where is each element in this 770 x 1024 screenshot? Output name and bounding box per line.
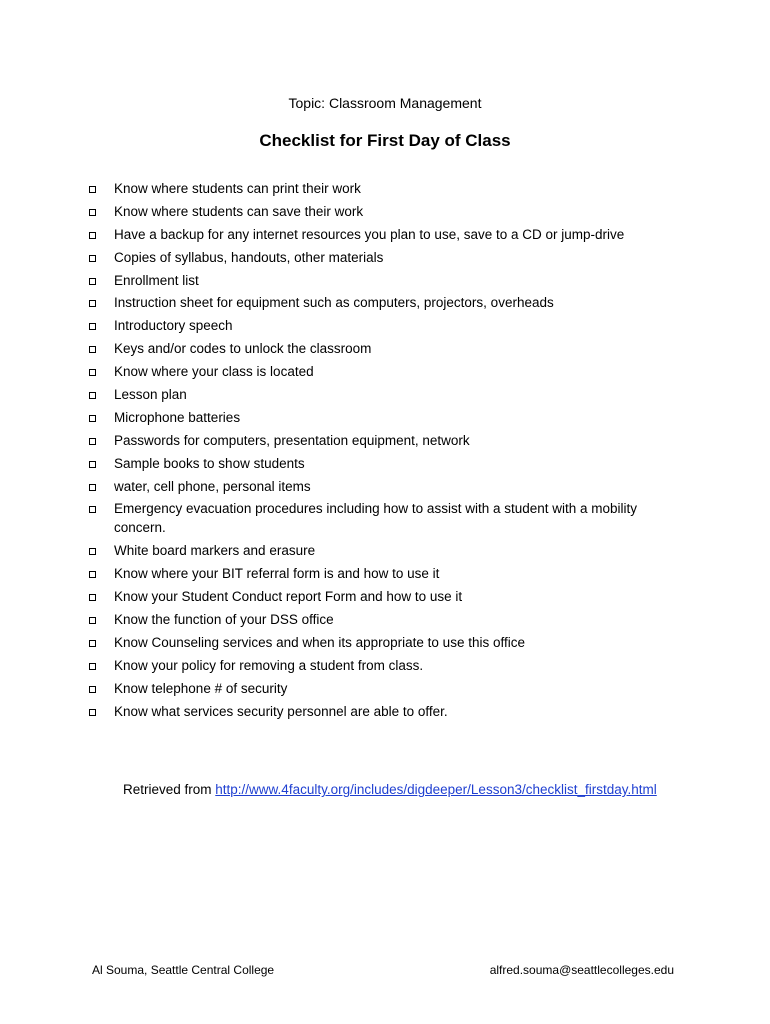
checklist-item-label: Introductory speech [114, 318, 233, 334]
checklist-item-label: Keys and/or codes to unlock the classroom [114, 341, 372, 357]
checkbox-icon [89, 709, 96, 716]
checkbox-icon [89, 186, 96, 193]
checklist-item-label: Know where your BIT referral form is and how to use it [114, 566, 440, 582]
checkbox-icon [89, 323, 96, 330]
checklist-item-label: Know where your class is located [114, 364, 314, 380]
checklist-item [88, 702, 688, 721]
checklist-item [88, 541, 688, 560]
checklist-item [88, 202, 688, 221]
checklist-item-label: Know what services security personnel are able to offer. [114, 703, 448, 719]
checklist-item [88, 679, 688, 698]
source-link[interactable]: http://www.4faculty.org/includes/digdeeper/Lesson3/checklist_firstday.html [215, 782, 657, 797]
checkbox-icon [89, 571, 96, 578]
checklist-item [88, 477, 688, 496]
checklist-item-label: Enrollment list [114, 272, 199, 288]
checkbox-icon [89, 392, 96, 399]
checklist-item-label: Sample books to show students [114, 455, 305, 471]
checklist-item-label: Know where students can save their work [114, 203, 364, 219]
checkbox-icon [89, 346, 96, 353]
checklist-item [88, 408, 688, 427]
checklist-item-label: water, cell phone, personal items [114, 478, 311, 494]
checklist-item [88, 385, 688, 404]
checklist-item [88, 271, 688, 290]
checklist-item [88, 362, 688, 381]
checklist-item [88, 179, 688, 198]
checklist-item-label: Know Counseling services and when its appropriate to use this office [114, 634, 525, 650]
footer-email: alfred.souma@seattlecolleges.edu [489, 963, 674, 977]
checkbox-icon [89, 594, 96, 601]
checklist-item-label: Instruction sheet for equipment such as computers, projectors, overheads [114, 295, 554, 311]
checklist-item-label: Copies of syllabus, handouts, other materials [114, 249, 384, 265]
checkbox-icon [89, 461, 96, 468]
footer-author: Al Souma, Seattle Central College [92, 963, 275, 977]
checklist-item [88, 633, 688, 652]
checkbox-icon [89, 278, 96, 285]
checkbox-icon [89, 640, 96, 647]
checklist-item [88, 225, 688, 244]
checklist-item [88, 610, 688, 629]
retrieved-prefix: Retrieved from [123, 782, 216, 797]
checklist-item [88, 587, 688, 606]
checklist-item [88, 454, 688, 473]
checklist-item-label: Know the function of your DSS office [114, 612, 334, 628]
checklist-item-label: Emergency evacuation procedures including how to assist with a student with a mobility concern. [114, 501, 638, 536]
checklist-item [88, 431, 688, 450]
checklist-item-label: White board markers and erasure [114, 543, 316, 559]
checkbox-icon [89, 617, 96, 624]
checkbox-icon [89, 686, 96, 693]
checklist [88, 179, 688, 724]
checkbox-icon [89, 548, 96, 555]
checklist-item-label: Passwords for computers, presentation equipment, network [114, 432, 470, 448]
checklist-item-label: Know your Student Conduct report Form and how to use it [114, 589, 463, 605]
checkbox-icon [89, 415, 96, 422]
checkbox-icon [89, 300, 96, 307]
checklist-item [88, 564, 688, 583]
checklist-item [88, 293, 688, 312]
checkbox-icon [89, 438, 96, 445]
topic-heading: Topic: Classroom Management [288, 95, 482, 111]
checklist-item-label: Know telephone # of security [114, 680, 288, 696]
checkbox-icon [89, 232, 96, 239]
checklist-item [88, 656, 688, 675]
checkbox-icon [89, 663, 96, 670]
checklist-item-label: Know where students can print their work [114, 181, 361, 196]
checklist-item-label: Lesson plan [114, 387, 187, 403]
checkbox-icon [89, 255, 96, 262]
checklist-item [88, 248, 688, 267]
checkbox-icon [89, 484, 96, 491]
checklist-item-label: Microphone batteries [114, 409, 241, 425]
checklist-item [88, 316, 688, 335]
retrieved-from-line [123, 780, 723, 799]
checkbox-icon [89, 209, 96, 216]
checklist-item [88, 339, 688, 358]
checkbox-icon [89, 369, 96, 376]
page-title: Checklist for First Day of Class [259, 131, 511, 150]
checkbox-icon [89, 506, 96, 513]
checklist-item-label: Know your policy for removing a student from class. [114, 657, 424, 673]
checklist-item [88, 499, 688, 537]
checklist-item-label: Have a backup for any internet resources you plan to use, save to a CD or jump-drive [114, 226, 625, 242]
